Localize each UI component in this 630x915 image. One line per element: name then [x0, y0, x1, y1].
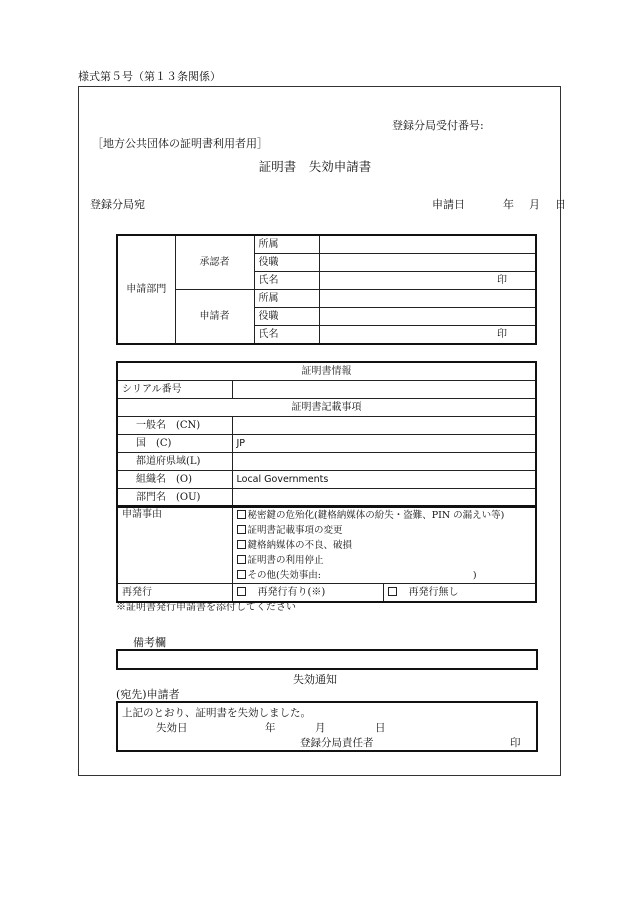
approver-name-field[interactable]: [319, 272, 536, 290]
department-group-label: 申請部門: [117, 235, 175, 344]
department-table: [116, 234, 537, 345]
applicant-affiliation-field[interactable]: [319, 290, 536, 308]
checkbox-icon[interactable]: [237, 587, 246, 596]
cn-label: 一般名 (CN): [117, 417, 232, 435]
approver-seal: 印: [497, 274, 507, 286]
organization-label: 組織名 (O): [117, 471, 232, 489]
checkbox-icon[interactable]: [237, 555, 246, 564]
reissue-yes-option[interactable]: 再発行有り(※): [232, 584, 383, 603]
approver-affiliation-label: 所属: [254, 235, 319, 254]
applicant-position-field[interactable]: [319, 308, 536, 326]
officer-label: 登録分局責任者: [300, 737, 374, 749]
approver-name-label: 氏名: [254, 272, 319, 290]
reissue-no-option[interactable]: 再発行無し: [383, 584, 536, 603]
notice-to: (宛先)申請者: [116, 688, 180, 701]
country-label: 国 (C): [117, 435, 232, 453]
checkbox-icon[interactable]: [237, 510, 246, 519]
country-value[interactable]: JP: [232, 435, 536, 453]
revocation-month: 月: [315, 722, 326, 734]
checkbox-icon[interactable]: [237, 570, 246, 579]
cert-info-header: 証明書情報: [117, 362, 536, 381]
notice-title: 失効通知: [293, 673, 337, 686]
application-date-year: 年: [503, 198, 514, 211]
serial-number-label: シリアル番号: [117, 381, 232, 399]
organization-value[interactable]: Local Governments: [232, 471, 536, 489]
approver-position-label: 役職: [254, 254, 319, 272]
reissue-label: 再発行: [117, 584, 232, 603]
approver-label: 承認者: [175, 235, 254, 290]
reason-option-compromise[interactable]: 秘密鍵の危殆化(鍵格納媒体の紛失・盗難、PIN の漏えい等): [237, 508, 532, 523]
page-title: 証明書 失効申請書: [258, 159, 372, 174]
revocation-year: 年: [265, 722, 276, 734]
approver-position-field[interactable]: [319, 254, 536, 272]
reason-table: [116, 505, 537, 603]
checkbox-icon[interactable]: [237, 525, 246, 534]
usage-note: ［地方公共団体の証明書利用者用］: [92, 137, 268, 150]
remarks-label: 備考欄: [133, 636, 166, 649]
reissue-note: ※証明書発行申請書を添付してください: [116, 602, 296, 613]
reason-option-other[interactable]: その他(失効事由: ): [237, 568, 532, 583]
revocation-date-label: 失効日: [156, 722, 188, 734]
applicant-seal: 印: [497, 328, 507, 340]
applicant-label: 申請者: [175, 290, 254, 345]
revocation-day: 日: [375, 722, 386, 734]
reason-option-change[interactable]: 証明書記載事項の変更: [237, 523, 532, 538]
notice-box: [116, 701, 538, 752]
application-date-day: 日: [555, 198, 566, 211]
applicant-name-field[interactable]: [319, 326, 536, 345]
reason-label: 申請事由: [117, 506, 232, 584]
form-id: 様式第５号（第１３条関係）: [78, 70, 221, 83]
locality-value[interactable]: [232, 453, 536, 471]
remarks-field[interactable]: [116, 649, 538, 670]
cert-info-table: [116, 361, 537, 508]
notice-message: 上記のとおり、証明書を失効しました。: [122, 707, 311, 719]
checkbox-icon[interactable]: [237, 540, 246, 549]
officer-seal: 印: [510, 737, 521, 749]
approver-affiliation-field[interactable]: [319, 235, 536, 254]
reason-option-suspend[interactable]: 証明書の利用停止: [237, 553, 532, 568]
org-unit-label: 部門名 (OU): [117, 489, 232, 508]
serial-number-field[interactable]: [232, 381, 536, 399]
applicant-position-label: 役職: [254, 308, 319, 326]
application-date-label: 申請日: [432, 198, 465, 211]
cert-entries-header: 証明書記載事項: [117, 399, 536, 417]
application-date-month: 月: [529, 198, 540, 211]
applicant-name-label: 氏名: [254, 326, 319, 345]
receipt-number-label: 登録分局受付番号:: [392, 119, 484, 132]
applicant-affiliation-label: 所属: [254, 290, 319, 308]
addressee: 登録分局宛: [90, 198, 145, 211]
reason-option-defect[interactable]: 鍵格納媒体の不良、破損: [237, 538, 532, 553]
cn-value[interactable]: [232, 417, 536, 435]
checkbox-icon[interactable]: [388, 587, 397, 596]
locality-label: 都道府県域(L): [117, 453, 232, 471]
